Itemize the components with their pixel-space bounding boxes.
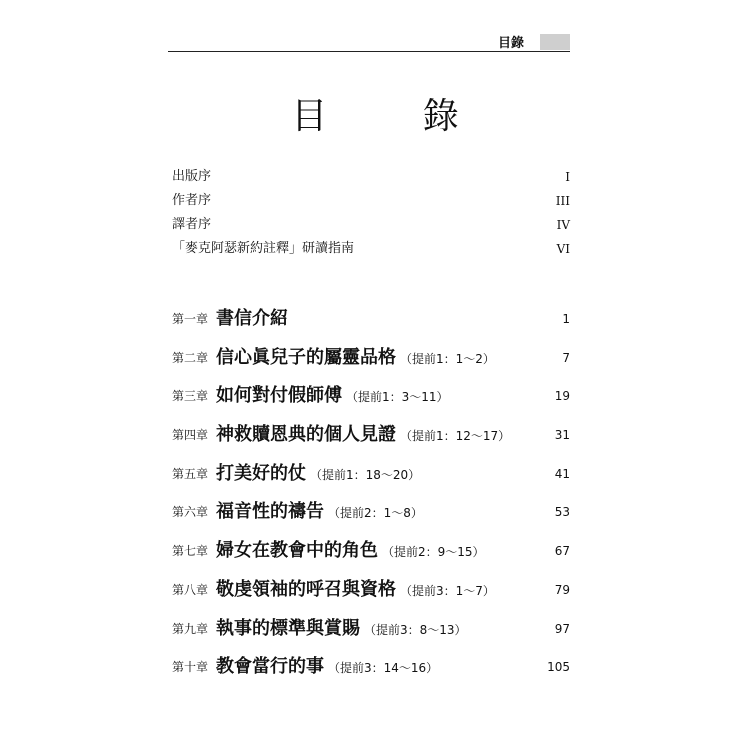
chapter-page: 105: [547, 660, 570, 675]
front-matter-page: IV: [556, 218, 570, 232]
running-header-label: 目錄: [497, 36, 524, 51]
header-tab-marker: [540, 34, 570, 50]
chapter-row[interactable]: [172, 377, 570, 416]
chapter-title: 如何對付假師傅 （提前1：3〜11）: [216, 385, 449, 407]
chapter-ref: （提前2：1〜8）: [328, 506, 423, 521]
chapter-title: 打美好的仗 （提前1：18〜20）: [216, 462, 421, 484]
chapter-row[interactable]: [172, 571, 570, 610]
chapter-ref: （提前3：1〜7）: [400, 583, 495, 598]
chapter-row[interactable]: [172, 416, 570, 455]
front-matter-page: VI: [556, 242, 570, 256]
chapter-row[interactable]: [172, 493, 570, 532]
chapter-number: 第八章: [172, 582, 209, 597]
running-header: [168, 30, 570, 52]
chapter-row[interactable]: [172, 339, 570, 378]
chapter-page: 41: [554, 466, 570, 481]
chapter-title: 敬虔領袖的呼召與資格 （提前3：1〜7）: [216, 578, 495, 600]
front-matter-item[interactable]: [172, 213, 570, 237]
chapter-ref: （提前1：18〜20）: [310, 467, 421, 482]
page-title: 目 錄: [291, 96, 501, 137]
chapter-page: 97: [554, 621, 570, 636]
chapter-list: [172, 300, 570, 687]
front-matter-item[interactable]: [172, 165, 570, 189]
chapter-number: 第二章: [172, 350, 209, 365]
front-matter-label: 出版序: [172, 169, 212, 184]
chapter-row[interactable]: [172, 610, 570, 649]
front-matter-label: 「麥克阿瑟新約註釋」研讀指南: [172, 241, 355, 256]
chapter-title: 信心眞兒子的屬靈品格 （提前1：1〜2）: [216, 346, 495, 368]
chapter-title: 教會當行的事 （提前3：14〜16）: [216, 656, 439, 678]
chapter-ref: （提前3：8〜13）: [364, 622, 467, 637]
chapter-ref: （提前1：1〜2）: [400, 351, 495, 366]
chapter-number: 第四章: [172, 428, 209, 443]
front-matter-item[interactable]: [172, 237, 570, 261]
front-matter-page: III: [555, 194, 570, 208]
chapter-page: 1: [562, 312, 570, 326]
front-matter-item[interactable]: [172, 189, 570, 213]
chapter-row[interactable]: [172, 532, 570, 571]
chapter-number: 第三章: [172, 389, 209, 404]
front-matter-label: 譯者序: [172, 217, 212, 232]
chapter-title: 書信介紹: [216, 308, 288, 329]
chapter-number: 第五章: [172, 466, 209, 481]
header-rule: [168, 51, 570, 52]
chapter-page: 7: [562, 350, 570, 365]
chapter-ref: （提前2：9〜15）: [382, 545, 485, 560]
chapter-ref: （提前1：3〜11）: [346, 390, 449, 405]
front-matter-label: 作者序: [172, 193, 212, 208]
chapter-title: 福音性的禱告 （提前2：1〜8）: [216, 501, 423, 523]
chapter-ref: （提前3：14〜16）: [328, 661, 439, 676]
chapter-title: 執事的標準與賞賜 （提前3：8〜13）: [216, 617, 467, 639]
chapter-page: 53: [554, 505, 570, 520]
chapter-number: 第十章: [172, 660, 209, 675]
chapter-row[interactable]: [172, 648, 570, 687]
chapter-row[interactable]: [172, 455, 570, 494]
front-matter-list: [172, 165, 570, 261]
chapter-page: 19: [554, 389, 570, 404]
chapter-row[interactable]: [172, 300, 570, 339]
front-matter-page: I: [565, 170, 570, 184]
chapter-page: 31: [554, 428, 570, 443]
chapter-number: 第七章: [172, 544, 209, 559]
chapter-title: 神救贖恩典的個人見證 （提前1：12〜17）: [216, 424, 511, 446]
chapter-title: 婦女在教會中的角色 （提前2：9〜15）: [216, 540, 485, 562]
chapter-page: 67: [554, 544, 570, 559]
chapter-number: 第一章: [172, 312, 209, 326]
chapter-number: 第六章: [172, 505, 209, 520]
chapter-number: 第九章: [172, 621, 209, 636]
chapter-ref: （提前1：12〜17）: [400, 429, 511, 444]
chapter-page: 79: [554, 582, 570, 597]
